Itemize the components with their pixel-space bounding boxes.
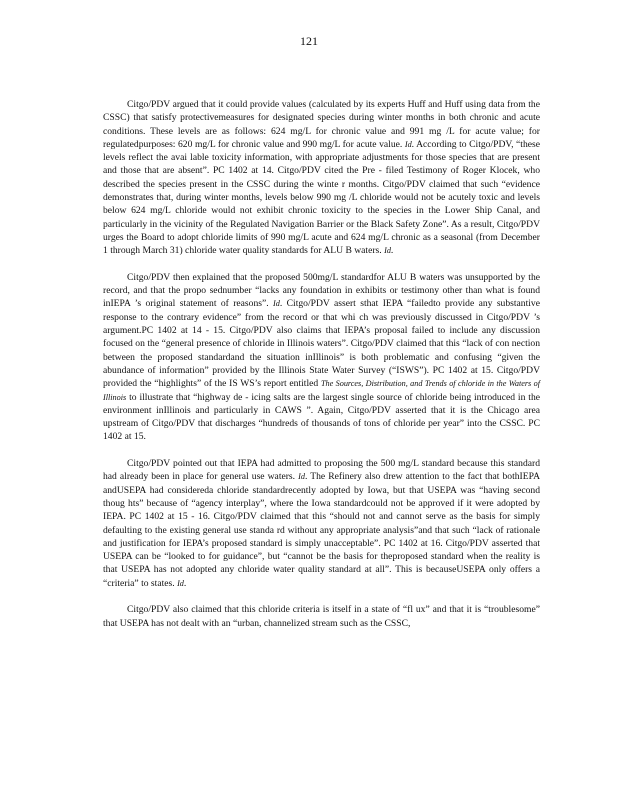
paragraph-text: Citgo/PDV also claimed that this chloride criteria is itself in a state of “fl ux” and that it is “troublesome” that USEPA has not dealt with an “urban, channelized stream such as the CSSC,	[103, 604, 540, 629]
id-citation: Id	[273, 299, 280, 309]
paragraph-text: Citgo/PDV then explained that the proposed 500mg/L standardfor ALU B waters was unsupported by the record, and that the propo sednumber “lacks any foundation in exhibits or testimony other than what is found inIEPA ’s original statement of reasons”.	[103, 271, 540, 310]
paragraph-text: Citgo/PDV argued that it could provide values (calculated by its experts Huff and Huff using data from the CSSC) that satisfy protectivemeasures for designated species during winter months in both chronic and acute conditions. These levels are as follows: 624 mg/L for chronic value and 991 mg /L for acute value; for regulatedpurposes: 620 mg/L for chronic value and 990 mg/L for acute value.	[103, 99, 540, 150]
paragraph-text: . Citgo/PDV assert sthat IEPA “failedto provide any substantive response to the contrary evidence” from the record or that whi ch was previously discussed in Citgo/PDV ’s argument.PC 1402 at 14 - 15. Citgo/PDV also claims that IEPA’s proposal failed to include any discussion focused on the “general presence of chloride in Illinois waters”. Citgo/PDV claimed that this “lack of con nection between the proposed standardand the situation inIllinois” is both problematic and confusing “given the abundance of information” provided by the Illinois State Water Survey (“ISWS”). PC 1402 at 15. Citgo/PDV provided the “highlights” of the IS WS’s report entitled	[103, 298, 540, 390]
body-text	[103, 98, 540, 630]
page-number: 121	[300, 34, 318, 48]
id-citation: Id	[298, 472, 305, 482]
paragraph-text: to illustrate that “highway de - icing salts are the largest single source of chloride being introduced in the environment inIllinois and particularly in CAWS ”. Again, Citgo/PDV asserted that it is the Chicago area upstream of Citgo/PDV that discharges “hundreds of thousands of tons of chloride per year” into the CSSC. PC 1402 at 15.	[103, 391, 540, 443]
paragraph-4	[103, 603, 540, 630]
id-citation: Id	[384, 246, 391, 256]
report-title: The Sources, Distribution, and Trends of chloride in the Waters of Illinois	[103, 379, 540, 402]
paragraph-3	[103, 457, 540, 590]
paragraph-text: . The Refinery also drew attention to the fact that bothIEPA andUSEPA had considereda chloride standardrecently adopted by Iowa, but that USEPA was “having second thoug hts” because of “agency interplay”, where the Iowa standardcould not be approved if it were adopted by IEPA. PC 1402 at 15 - 16. Citgo/PDV claimed that this “should not and cannot serve as the basis for simply defaulting to the existing general use standa rd without any appropriate analysis”and that such “lack of rationale and justification for IEPA’s proposed standard is simply unacceptable”. PC 1402 at 16. Citgo/PDV asserted that USEPA can be “looked to for guidance”, but “cannot be the basis for theproposed standard when the reality is that USEPA has not adopted any chloride water quality standard at all”. This is becauseUSEPA only offers a “criteria” to states.	[103, 471, 540, 589]
id-citation: Id	[404, 139, 412, 149]
paragraph-2	[103, 271, 540, 444]
paragraph-text: . According to Citgo/PDV, “these levels reflect the avai lable toxicity information, with appropriate adjustments for those species that are present and those that are absent”. PC 1402 at 14. Citgo/PDV cited the Pre - filed Testimony of Roger Klocek, who described the species present in the CSSC during the winte r months. Citgo/PDV claimed that such “evidence demonstrates that, during winter months, levels below 990 mg /L chloride would not be acutely toxic and levels below 624 mg/L chloride would not exhibit chronic toxicity to the species in the Lower Ship Canal, and particularly in the vicinity of the Regulated Navigation Barrier or the Black Safety Zone”. As a result, Citgo/PDV urges the Board to adopt chloride limits of 990 mg/L acute and 624 mg/L chronic as a seasonal (from December 1 through March 31) chloride water quality standards for ALU B waters.	[103, 138, 540, 257]
paragraph-1	[103, 98, 540, 258]
id-citation: Id	[177, 578, 184, 588]
paragraph-text: Citgo/PDV pointed out that IEPA had admitted to proposing the 500 mg/L standard because this standard had already been in place for general use waters.	[103, 458, 540, 483]
paragraph-text: .	[183, 577, 187, 589]
paragraph-text: .	[390, 245, 394, 257]
